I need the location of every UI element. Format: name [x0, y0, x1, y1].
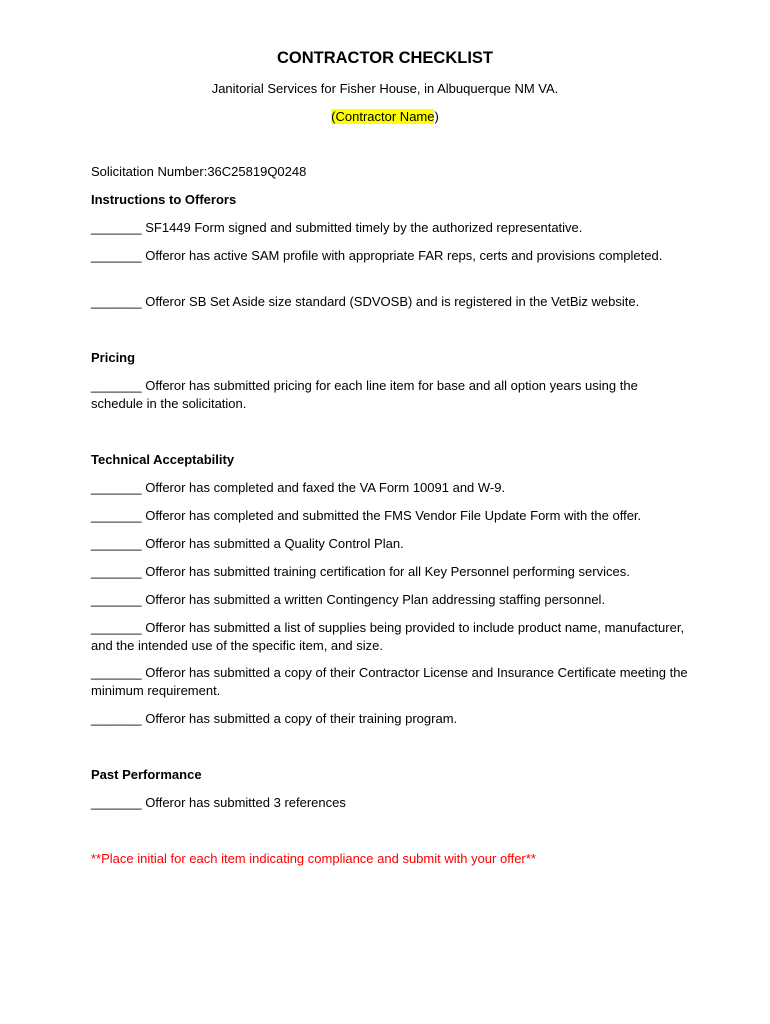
checklist-item: _______ Offeror has submitted training certification for all Key Personnel performing services.: [91, 564, 630, 579]
contractor-close-paren: ): [434, 109, 439, 124]
document-title: CONTRACTOR CHECKLIST: [276, 49, 494, 67]
contractor-name-placeholder: Contractor Name: [335, 109, 435, 124]
document-subtitle: Janitorial Services for Fisher House, in Albuquerque NM VA.: [211, 81, 559, 96]
solicitation-number: Solicitation Number:36C25819Q0248: [91, 164, 307, 179]
contractor-name-line: [0, 108, 770, 125]
checklist-item: _______ Offeror has active SAM profile with appropriate FAR reps, certs and provisions completed.: [91, 248, 663, 263]
section-heading-past-performance: Past Performance: [91, 767, 202, 782]
checklist-item: _______ SF1449 Form signed and submitted timely by the authorized representative.: [91, 220, 583, 235]
checklist-item: _______ Offeror has submitted a list of supplies being provided to include product name, manufacturer, and the intended use of the specific item, and size.: [91, 620, 685, 653]
checklist-item: _______ Offeror has submitted a written Contingency Plan addressing staffing personnel.: [91, 592, 606, 607]
contractor-open-paren: (: [331, 109, 336, 124]
checklist-item: _______ Offeror has submitted pricing for each line item for base and all option years using the schedule in the solicitation.: [91, 378, 638, 411]
checklist-item: _______ Offeror has submitted 3 references: [91, 795, 346, 810]
section-heading-instructions: Instructions to Offerors: [91, 192, 237, 207]
checklist-item: _______ Offeror has submitted a copy of their Contractor License and Insurance Certificate meeting the minimum requirement.: [91, 665, 688, 698]
section-heading-technical: Technical Acceptability: [91, 452, 235, 467]
checklist-item: _______ Offeror has submitted a copy of their training program.: [91, 711, 458, 726]
checklist-item: _______ Offeror has submitted a Quality Control Plan.: [91, 536, 404, 551]
checklist-item: _______ Offeror has completed and submitted the FMS Vendor File Update Form with the offer.: [91, 508, 642, 523]
compliance-note: **Place initial for each item indicating compliance and submit with your offer**: [91, 851, 536, 866]
checklist-item: _______ Offeror SB Set Aside size standard (SDVOSB) and is registered in the VetBiz website.: [91, 294, 640, 309]
checklist-item: _______ Offeror has completed and faxed the VA Form 10091 and W-9.: [91, 480, 506, 495]
section-heading-pricing: Pricing: [91, 350, 136, 365]
